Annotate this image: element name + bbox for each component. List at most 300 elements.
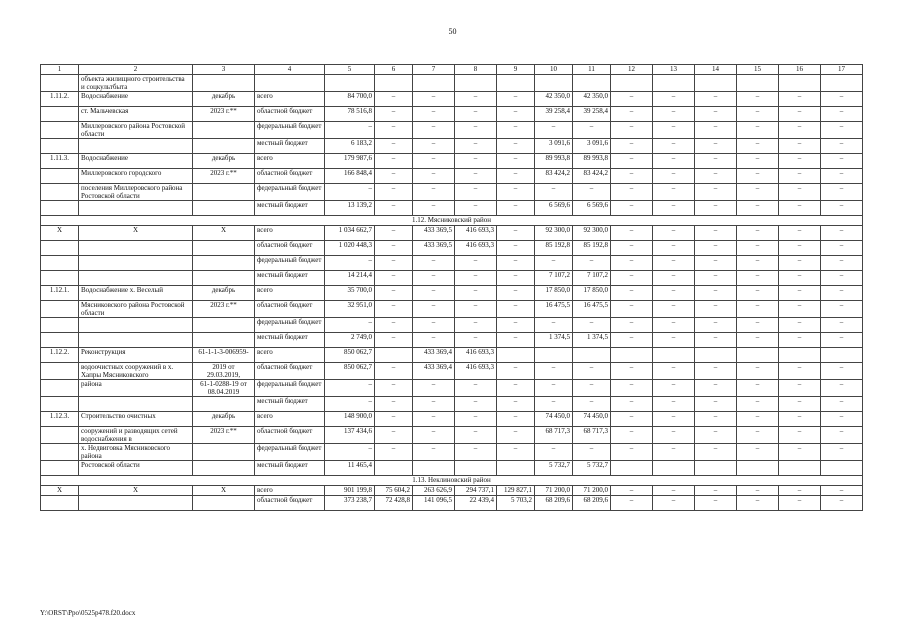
table-cell: водоочистных сооружений в х. Хапры Мясниковского — [79, 363, 193, 380]
table-cell: 11 465,4 — [325, 461, 375, 476]
table-cell: Х — [193, 486, 255, 496]
table-cell: – — [455, 427, 497, 444]
table-cell — [79, 397, 193, 412]
table-cell: – — [653, 318, 695, 333]
table-cell — [193, 271, 255, 286]
table-cell: – — [695, 139, 737, 154]
table-cell: – — [695, 201, 737, 216]
table-row — [41, 496, 863, 511]
table-cell: – — [497, 256, 535, 271]
table-cell — [41, 318, 79, 333]
table-cell: 32 951,0 — [325, 301, 375, 318]
table-cell: – — [821, 169, 863, 184]
table-cell: – — [455, 107, 497, 122]
table-cell: 83 424,2 — [573, 169, 611, 184]
table-cell: – — [413, 184, 455, 201]
table-cell: – — [737, 318, 779, 333]
table-cell: 1.11.3. — [41, 154, 79, 169]
section-title: 1.12. Мясниковский район — [41, 216, 863, 226]
table-cell: – — [821, 318, 863, 333]
table-cell: – — [779, 380, 821, 397]
table-cell — [375, 461, 413, 476]
table-cell — [779, 75, 821, 92]
table-cell: 148 900,0 — [325, 412, 375, 427]
table-cell: 83 424,2 — [535, 169, 573, 184]
table-cell: Х — [79, 226, 193, 241]
table-cell: – — [821, 286, 863, 301]
column-header: 8 — [455, 65, 497, 75]
table-cell: 141 096,5 — [413, 496, 455, 511]
table-cell: – — [695, 184, 737, 201]
table-cell: – — [413, 122, 455, 139]
table-cell: декабрь — [193, 92, 255, 107]
table-cell: всего — [255, 412, 325, 427]
table-cell: – — [653, 333, 695, 348]
table-cell: – — [737, 333, 779, 348]
table-cell: 263 626,9 — [413, 486, 455, 496]
table-cell: – — [653, 496, 695, 511]
table-cell: – — [413, 107, 455, 122]
table-cell: – — [455, 139, 497, 154]
table-cell: – — [737, 107, 779, 122]
table-cell: 433 369,4 — [413, 348, 455, 363]
table-cell: – — [653, 241, 695, 256]
table-row — [41, 486, 863, 496]
table-cell: – — [535, 380, 573, 397]
table-cell: – — [455, 271, 497, 286]
column-header: 13 — [653, 65, 695, 75]
table-cell: – — [737, 427, 779, 444]
table-cell: 373 238,7 — [325, 496, 375, 511]
table-cell: 17 850,0 — [573, 286, 611, 301]
table-cell: всего — [255, 154, 325, 169]
table-row — [41, 333, 863, 348]
table-cell: х. Недвиговка Мясниковского района — [79, 444, 193, 461]
table-cell: – — [737, 122, 779, 139]
table-cell: местный бюджет — [255, 201, 325, 216]
table-cell: – — [695, 241, 737, 256]
table-cell — [79, 241, 193, 256]
table-cell — [611, 461, 653, 476]
table-cell — [611, 75, 653, 92]
table-cell: 1.11.2. — [41, 92, 79, 107]
table-cell: 74 450,0 — [535, 412, 573, 427]
table-cell: 7 107,2 — [535, 271, 573, 286]
table-cell: Ростовской области — [79, 461, 193, 476]
table-cell: – — [535, 256, 573, 271]
table-cell: – — [573, 184, 611, 201]
table-cell: – — [611, 201, 653, 216]
table-cell: – — [573, 444, 611, 461]
table-cell: – — [535, 184, 573, 201]
table-cell: 78 516,8 — [325, 107, 375, 122]
table-cell: всего — [255, 486, 325, 496]
table-cell: Водоснабжение — [79, 92, 193, 107]
table-cell: 16 475,5 — [573, 301, 611, 318]
table-cell: 68 717,3 — [573, 427, 611, 444]
table-cell: – — [695, 444, 737, 461]
table-cell: – — [375, 380, 413, 397]
table-cell: – — [611, 496, 653, 511]
table-cell: 129 827,1 — [497, 486, 535, 496]
table-cell: – — [375, 427, 413, 444]
table-cell: – — [375, 241, 413, 256]
table-cell — [653, 461, 695, 476]
table-cell: Миллеровского района Ростовской области — [79, 122, 193, 139]
table-cell: – — [695, 318, 737, 333]
column-header: 3 — [193, 65, 255, 75]
table-row — [41, 271, 863, 286]
table-cell: – — [325, 184, 375, 201]
table-cell: – — [779, 301, 821, 318]
table-cell: – — [611, 139, 653, 154]
table-cell — [779, 461, 821, 476]
table-cell: – — [611, 301, 653, 318]
table-cell: – — [455, 397, 497, 412]
table-cell: – — [375, 444, 413, 461]
table-cell — [41, 107, 79, 122]
table-cell: – — [653, 363, 695, 380]
table-cell: – — [611, 412, 653, 427]
table-cell: – — [695, 301, 737, 318]
table-cell — [193, 256, 255, 271]
table-cell: – — [413, 154, 455, 169]
table-cell: местный бюджет — [255, 333, 325, 348]
table-cell: 166 848,4 — [325, 169, 375, 184]
table-cell: – — [821, 256, 863, 271]
table-cell: 39 258,4 — [535, 107, 573, 122]
table-cell: федеральный бюджет — [255, 122, 325, 139]
table-cell: – — [695, 169, 737, 184]
table-cell: – — [573, 363, 611, 380]
table-cell: 850 062,7 — [325, 363, 375, 380]
table-cell: 5 703,2 — [497, 496, 535, 511]
table-cell: – — [821, 241, 863, 256]
table-cell: местный бюджет — [255, 271, 325, 286]
column-header: 16 — [779, 65, 821, 75]
table-cell: – — [413, 92, 455, 107]
table-cell: 1 020 448,3 — [325, 241, 375, 256]
table-cell: – — [737, 380, 779, 397]
table-cell: 68 209,6 — [573, 496, 611, 511]
table-row — [41, 122, 863, 139]
table-cell: 2 749,0 — [325, 333, 375, 348]
table-cell — [193, 184, 255, 201]
table-cell — [41, 256, 79, 271]
table-cell: – — [821, 139, 863, 154]
column-header: 17 — [821, 65, 863, 75]
table-cell: областной бюджет — [255, 427, 325, 444]
table-cell: местный бюджет — [255, 461, 325, 476]
table-cell: 416 693,3 — [455, 348, 497, 363]
table-cell: – — [375, 256, 413, 271]
table-cell: – — [611, 154, 653, 169]
table-cell: – — [413, 380, 455, 397]
table-cell: – — [653, 154, 695, 169]
table-cell: – — [455, 154, 497, 169]
table-cell: 42 350,0 — [535, 92, 573, 107]
table-cell: сооружений и разводящих сетей водоснабжения в — [79, 427, 193, 444]
table-cell: декабрь — [193, 154, 255, 169]
table-cell: – — [737, 256, 779, 271]
table-cell: объекта жилищного строительства и соцкультбыта — [79, 75, 193, 92]
table-cell: Х — [79, 486, 193, 496]
table-cell: 6 183,2 — [325, 139, 375, 154]
table-cell — [79, 271, 193, 286]
table-cell: – — [413, 201, 455, 216]
table-cell: – — [497, 444, 535, 461]
table-cell: – — [497, 226, 535, 241]
table-cell — [41, 397, 79, 412]
table-cell — [821, 75, 863, 92]
table-cell: 6 569,6 — [573, 201, 611, 216]
table-cell: – — [325, 122, 375, 139]
table-cell: – — [535, 397, 573, 412]
table-cell: – — [821, 122, 863, 139]
table-cell — [193, 444, 255, 461]
table-cell: – — [737, 301, 779, 318]
table-cell: – — [779, 92, 821, 107]
table-cell: – — [611, 184, 653, 201]
table-cell: – — [497, 380, 535, 397]
table-cell: – — [821, 271, 863, 286]
table-cell: 179 987,6 — [325, 154, 375, 169]
table-cell: – — [653, 412, 695, 427]
table-cell: – — [695, 380, 737, 397]
table-cell — [79, 333, 193, 348]
table-cell: – — [779, 241, 821, 256]
table-cell — [375, 75, 413, 92]
table-cell: – — [779, 201, 821, 216]
table-cell: Водоснабжение — [79, 154, 193, 169]
table-cell: – — [325, 380, 375, 397]
table-cell: ст. Мальчевская — [79, 107, 193, 122]
table-cell — [41, 461, 79, 476]
table-cell: 68 209,6 — [535, 496, 573, 511]
table-cell: 72 428,8 — [375, 496, 413, 511]
table-cell: – — [737, 286, 779, 301]
table-cell: – — [737, 496, 779, 511]
table-cell: – — [375, 201, 413, 216]
table-cell: – — [653, 286, 695, 301]
table-cell: – — [653, 397, 695, 412]
table-cell — [455, 75, 497, 92]
table-cell: – — [375, 286, 413, 301]
table-cell: 42 350,0 — [573, 92, 611, 107]
table-cell: 85 192,8 — [535, 241, 573, 256]
table-cell: областной бюджет — [255, 301, 325, 318]
table-cell: – — [737, 139, 779, 154]
table-cell: 433 369,4 — [413, 363, 455, 380]
table-cell: – — [779, 444, 821, 461]
table-cell: – — [737, 201, 779, 216]
table-cell — [413, 461, 455, 476]
table-cell — [821, 461, 863, 476]
table-cell: – — [695, 226, 737, 241]
table-cell — [41, 427, 79, 444]
table-cell — [79, 139, 193, 154]
table-cell: – — [497, 169, 535, 184]
column-header: 7 — [413, 65, 455, 75]
table-cell: областной бюджет — [255, 107, 325, 122]
table-cell: – — [779, 271, 821, 286]
table-cell: 1 034 662,7 — [325, 226, 375, 241]
table-cell — [193, 397, 255, 412]
table-cell: 6 569,6 — [535, 201, 573, 216]
table-cell: 92 300,0 — [535, 226, 573, 241]
table-cell: 901 199,8 — [325, 486, 375, 496]
table-cell: – — [375, 318, 413, 333]
table-cell — [573, 75, 611, 92]
table-cell: – — [779, 256, 821, 271]
table-cell — [535, 75, 573, 92]
table-cell: – — [413, 271, 455, 286]
table-cell: – — [375, 301, 413, 318]
table-cell: – — [779, 169, 821, 184]
column-header: 10 — [535, 65, 573, 75]
table-cell — [41, 444, 79, 461]
table-cell: – — [573, 122, 611, 139]
table-cell: 3 091,6 — [573, 139, 611, 154]
table-cell: Х — [41, 486, 79, 496]
table-cell: – — [821, 201, 863, 216]
table-cell — [41, 363, 79, 380]
table-cell: – — [455, 301, 497, 318]
table-cell: 71 200,0 — [573, 486, 611, 496]
table-row — [41, 169, 863, 184]
table-cell: 1.12.1. — [41, 286, 79, 301]
table-cell — [193, 461, 255, 476]
table-cell: – — [779, 333, 821, 348]
table-cell: 137 434,6 — [325, 427, 375, 444]
column-header: 15 — [737, 65, 779, 75]
table-cell: – — [497, 92, 535, 107]
table-cell: – — [413, 169, 455, 184]
table-cell: – — [611, 286, 653, 301]
table-cell: – — [375, 139, 413, 154]
table-cell: – — [737, 397, 779, 412]
table-cell: – — [653, 226, 695, 241]
table-cell — [695, 348, 737, 363]
table-cell: – — [611, 486, 653, 496]
table-cell: 1.12.3. — [41, 412, 79, 427]
table-cell: 13 139,2 — [325, 201, 375, 216]
table-cell: 84 700,0 — [325, 92, 375, 107]
table-cell: 17 850,0 — [535, 286, 573, 301]
table-cell — [535, 348, 573, 363]
table-cell: 89 993,8 — [573, 154, 611, 169]
table-cell: 2019 от 29.03.2019, — [193, 363, 255, 380]
column-header: 4 — [255, 65, 325, 75]
column-header: 5 — [325, 65, 375, 75]
table-cell: – — [497, 301, 535, 318]
table-cell: – — [325, 256, 375, 271]
table-cell: – — [325, 397, 375, 412]
table-cell: – — [695, 412, 737, 427]
table-cell: – — [497, 333, 535, 348]
table-cell: 14 214,4 — [325, 271, 375, 286]
table-cell: – — [779, 226, 821, 241]
table-cell: – — [497, 139, 535, 154]
table-cell: 2023 г.** — [193, 169, 255, 184]
table-cell — [79, 256, 193, 271]
table-cell: – — [455, 184, 497, 201]
table-cell: – — [653, 107, 695, 122]
table-row — [41, 461, 863, 476]
table-cell: – — [413, 333, 455, 348]
table-cell: 850 062,7 — [325, 348, 375, 363]
table-cell: 5 732,7 — [573, 461, 611, 476]
table-cell: – — [375, 397, 413, 412]
table-cell: – — [375, 333, 413, 348]
table-cell: 61-1-1-3-006959- — [193, 348, 255, 363]
table-cell: – — [455, 333, 497, 348]
table-cell — [79, 496, 193, 511]
table-row — [41, 184, 863, 201]
table-cell: – — [779, 427, 821, 444]
table-cell — [573, 348, 611, 363]
table-cell: – — [375, 412, 413, 427]
table-cell — [79, 201, 193, 216]
table-cell: – — [413, 397, 455, 412]
table-cell: – — [821, 427, 863, 444]
table-cell: – — [497, 397, 535, 412]
table-cell: декабрь — [193, 286, 255, 301]
table-cell: – — [611, 318, 653, 333]
table-cell: 433 369,5 — [413, 226, 455, 241]
table-cell — [41, 122, 79, 139]
table-cell: – — [779, 318, 821, 333]
table-cell: – — [455, 444, 497, 461]
table-cell: – — [821, 107, 863, 122]
table-cell: – — [497, 363, 535, 380]
table-cell: всего — [255, 348, 325, 363]
table-cell: – — [455, 380, 497, 397]
table-cell — [737, 461, 779, 476]
table-cell: – — [375, 169, 413, 184]
table-cell: – — [779, 184, 821, 201]
table-row — [41, 412, 863, 427]
table-cell — [611, 348, 653, 363]
table-cell: – — [375, 107, 413, 122]
column-header: 11 — [573, 65, 611, 75]
table-cell — [653, 348, 695, 363]
table-cell — [497, 461, 535, 476]
table-cell: – — [497, 122, 535, 139]
table-cell: – — [375, 184, 413, 201]
table-cell: – — [573, 256, 611, 271]
table-cell — [737, 75, 779, 92]
table-cell: 92 300,0 — [573, 226, 611, 241]
table-cell: – — [413, 139, 455, 154]
table-row — [41, 256, 863, 271]
table-cell — [193, 333, 255, 348]
table-cell: – — [695, 107, 737, 122]
table-cell: – — [695, 271, 737, 286]
table-cell: – — [653, 486, 695, 496]
table-cell: – — [695, 363, 737, 380]
table-cell: – — [611, 427, 653, 444]
table-cell: – — [653, 201, 695, 216]
table-row — [41, 154, 863, 169]
table-cell: областной бюджет — [255, 241, 325, 256]
table-cell: – — [573, 397, 611, 412]
table-cell — [821, 348, 863, 363]
table-cell: – — [779, 496, 821, 511]
table-cell — [41, 496, 79, 511]
table-cell: 1 374,5 — [535, 333, 573, 348]
table-cell: – — [821, 496, 863, 511]
